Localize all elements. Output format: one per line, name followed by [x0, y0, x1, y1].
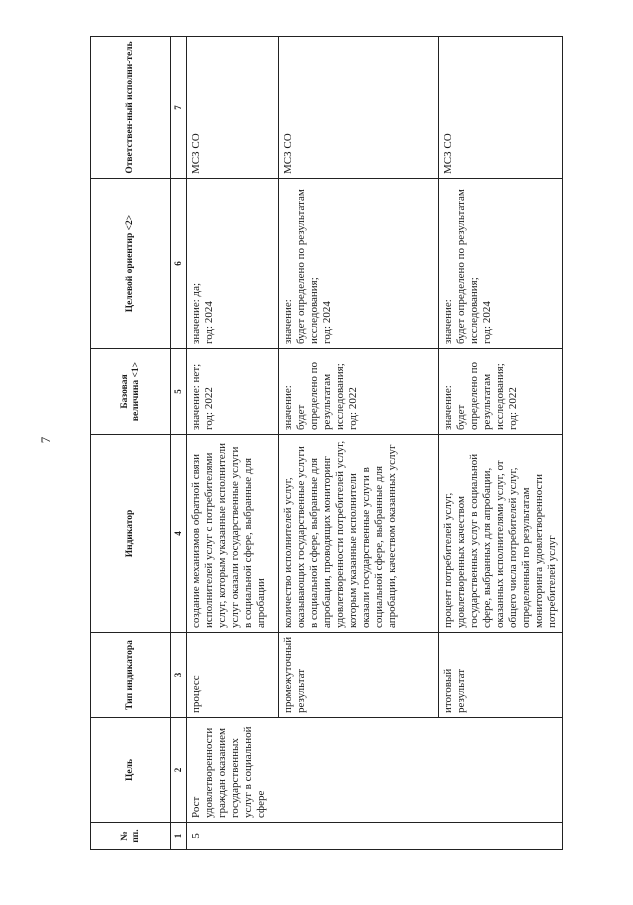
header-num: № пп.	[91, 823, 171, 850]
base-cell: значение: будет определено по результатам исследования; год: 2022	[439, 349, 563, 435]
indicator-cell: создание механизмов обратной связи исполнителей услуг с потребителями услуг, которым указанные исполнители услуг оказали государственные услуги в социальной сфере, выбранные для апробации	[187, 435, 279, 633]
indicator-cell: количество исполнителей услуг, оказывающих государственные услуги в социальной сфере, выбранные для апробации, проводящих мониторинг удовлетворенности потребителей услуг, которым указанные исполнители оказали государственные услуги в социальной сфере, выбранные для апробации, качеством оказанных услуг	[279, 435, 439, 633]
col-num-6: 6	[171, 179, 187, 349]
header-target: Целевой ориентир <2>	[91, 179, 171, 349]
rotated-page	[90, 37, 558, 850]
header-responsible: Ответствен-ный исполни-тель	[91, 37, 171, 179]
base-cell: значение: нет; год: 2022	[187, 349, 279, 435]
target-cell: значение: да; год: 2024	[187, 179, 279, 349]
base-cell: значение: будет определено по результатам исследования; год: 2022	[279, 349, 439, 435]
target-cell: значение: будет определено по результатам исследования; год: 2024	[439, 179, 563, 349]
target-cell: значение: будет определено по результатам исследования; год: 2024	[279, 179, 439, 349]
responsible-cell: МСЗ СО	[439, 37, 563, 179]
header-row	[91, 37, 171, 850]
type-cell: промежуточный результат	[279, 633, 439, 718]
col-num-1: 1	[171, 823, 187, 850]
type-cell: итоговый результат	[439, 633, 563, 718]
col-num-5: 5	[171, 349, 187, 435]
header-indicator: Индикатор	[91, 435, 171, 633]
header-type: Тип индикатора	[91, 633, 171, 718]
header-base: Базовая величина <1>	[91, 349, 171, 435]
row-number: 5	[187, 823, 563, 850]
type-cell: процесс	[187, 633, 279, 718]
goal-cell: Рост удовлетворенности граждан оказанием государственных услуг в социальной сфере	[187, 718, 563, 823]
col-num-3: 3	[171, 633, 187, 718]
header-goal: Цель	[91, 718, 171, 823]
table-row	[187, 37, 279, 850]
page-number: 7	[38, 436, 53, 444]
column-number-row	[171, 37, 187, 850]
col-num-2: 2	[171, 718, 187, 823]
responsible-cell: МСЗ СО	[279, 37, 439, 179]
responsible-cell: МСЗ СО	[187, 37, 279, 179]
col-num-4: 4	[171, 435, 187, 633]
indicators-table	[90, 36, 563, 850]
col-num-7: 7	[171, 37, 187, 179]
indicator-cell: процент потребителей услуг, удовлетворенных качеством государственных услуг в социальной сфере, выбранных для апробации, оказанных исполнителями услуг, от общего числа потребителей услуг, определенный по результатам мониторинга удовлетворенности потребителей услуг	[439, 435, 563, 633]
